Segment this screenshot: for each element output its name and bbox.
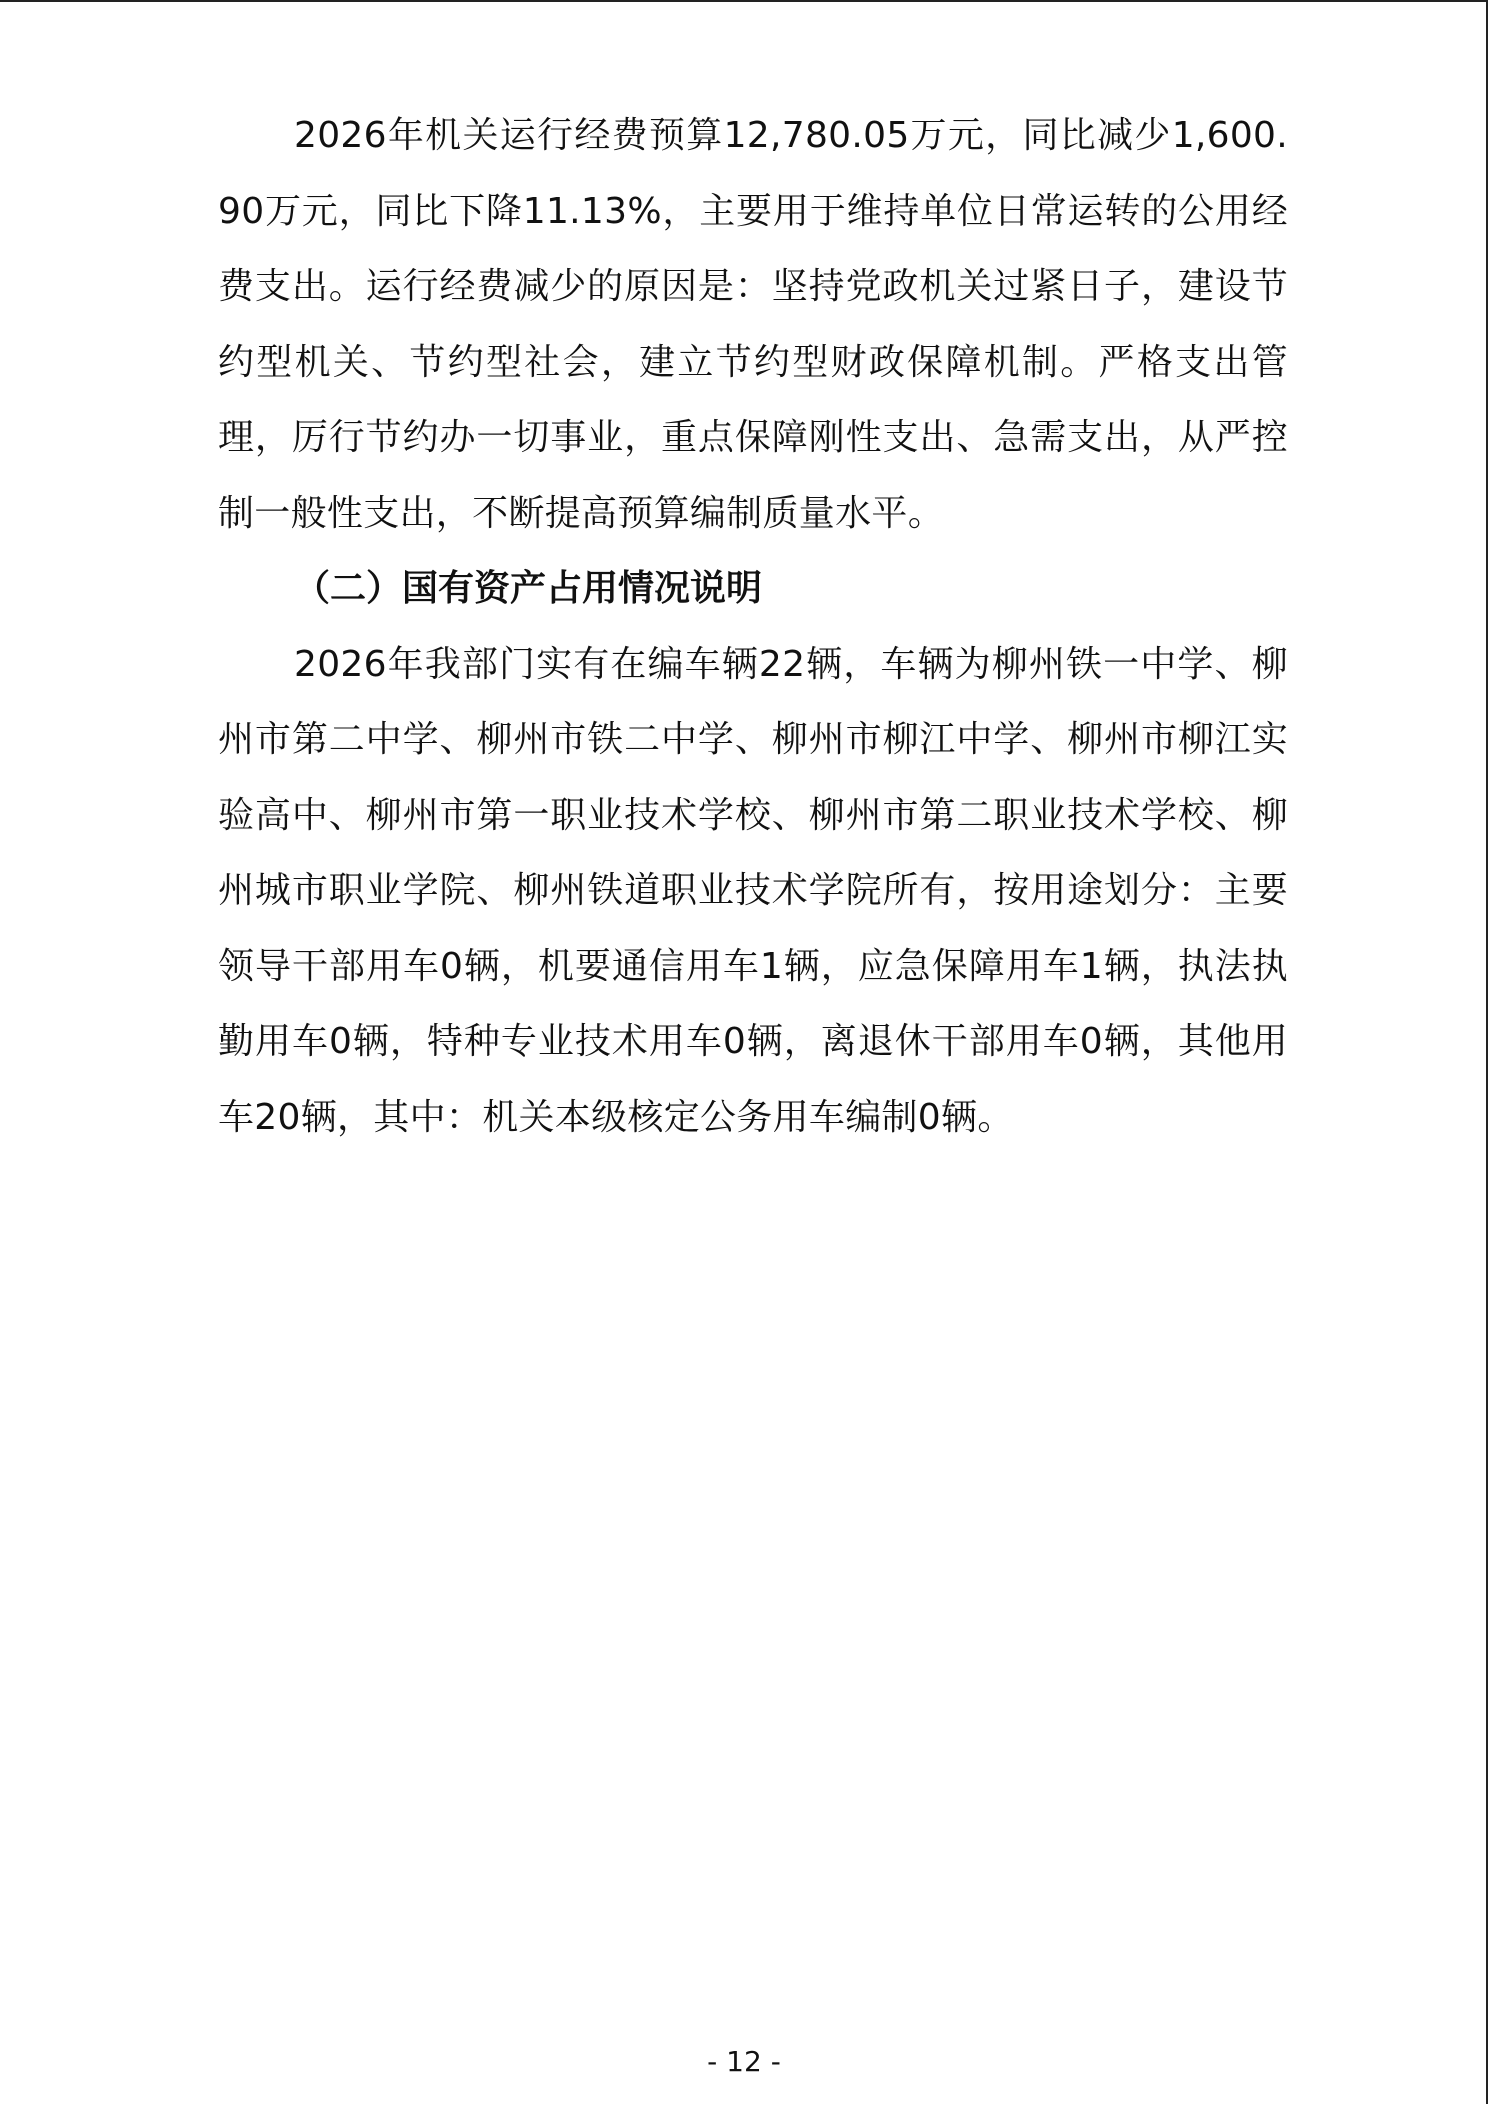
section-heading: （二）国有资产占用情况说明 bbox=[294, 568, 763, 609]
page-number: - 12 - bbox=[707, 2045, 781, 2078]
budget-paragraph: 2026年机关运行经费预算12,780.05万元，同比减少1,600.90万元，同比下降11.13%，主要用于维持单位日常运转的公用经费支出。运行经费减少的原因是：坚持党政机关过紧日子，建设节约型机关、节约型社会，建立节约型财政保障机制。严格支出管理，厉行节约办一切事业，重点保障刚性支出、急需支出，从严控制一般性支出，不断提高预算编制质量水平。 bbox=[218, 115, 1288, 534]
document-body bbox=[218, 98, 1288, 1155]
assets-paragraph: 2026年我部门实有在编车辆22辆，车辆为柳州铁一中学、柳州市第二中学、柳州市铁二中学、柳州市柳江中学、柳州市柳江实验高中、柳州市第一职业技术学校、柳州市第二职业技术学校、柳州城市职业学院、柳州铁道职业技术学院所有，按用途划分：主要领导干部用车0辆，机要通信用车1辆，应急保障用车1辆，执法执勤用车0辆，特种专业技术用车0辆，离退休干部用车0辆，其他用车20辆，其中：机关本级核定公务用车编制0辆。 bbox=[218, 643, 1288, 1138]
page-top-border bbox=[0, 0, 1488, 2]
